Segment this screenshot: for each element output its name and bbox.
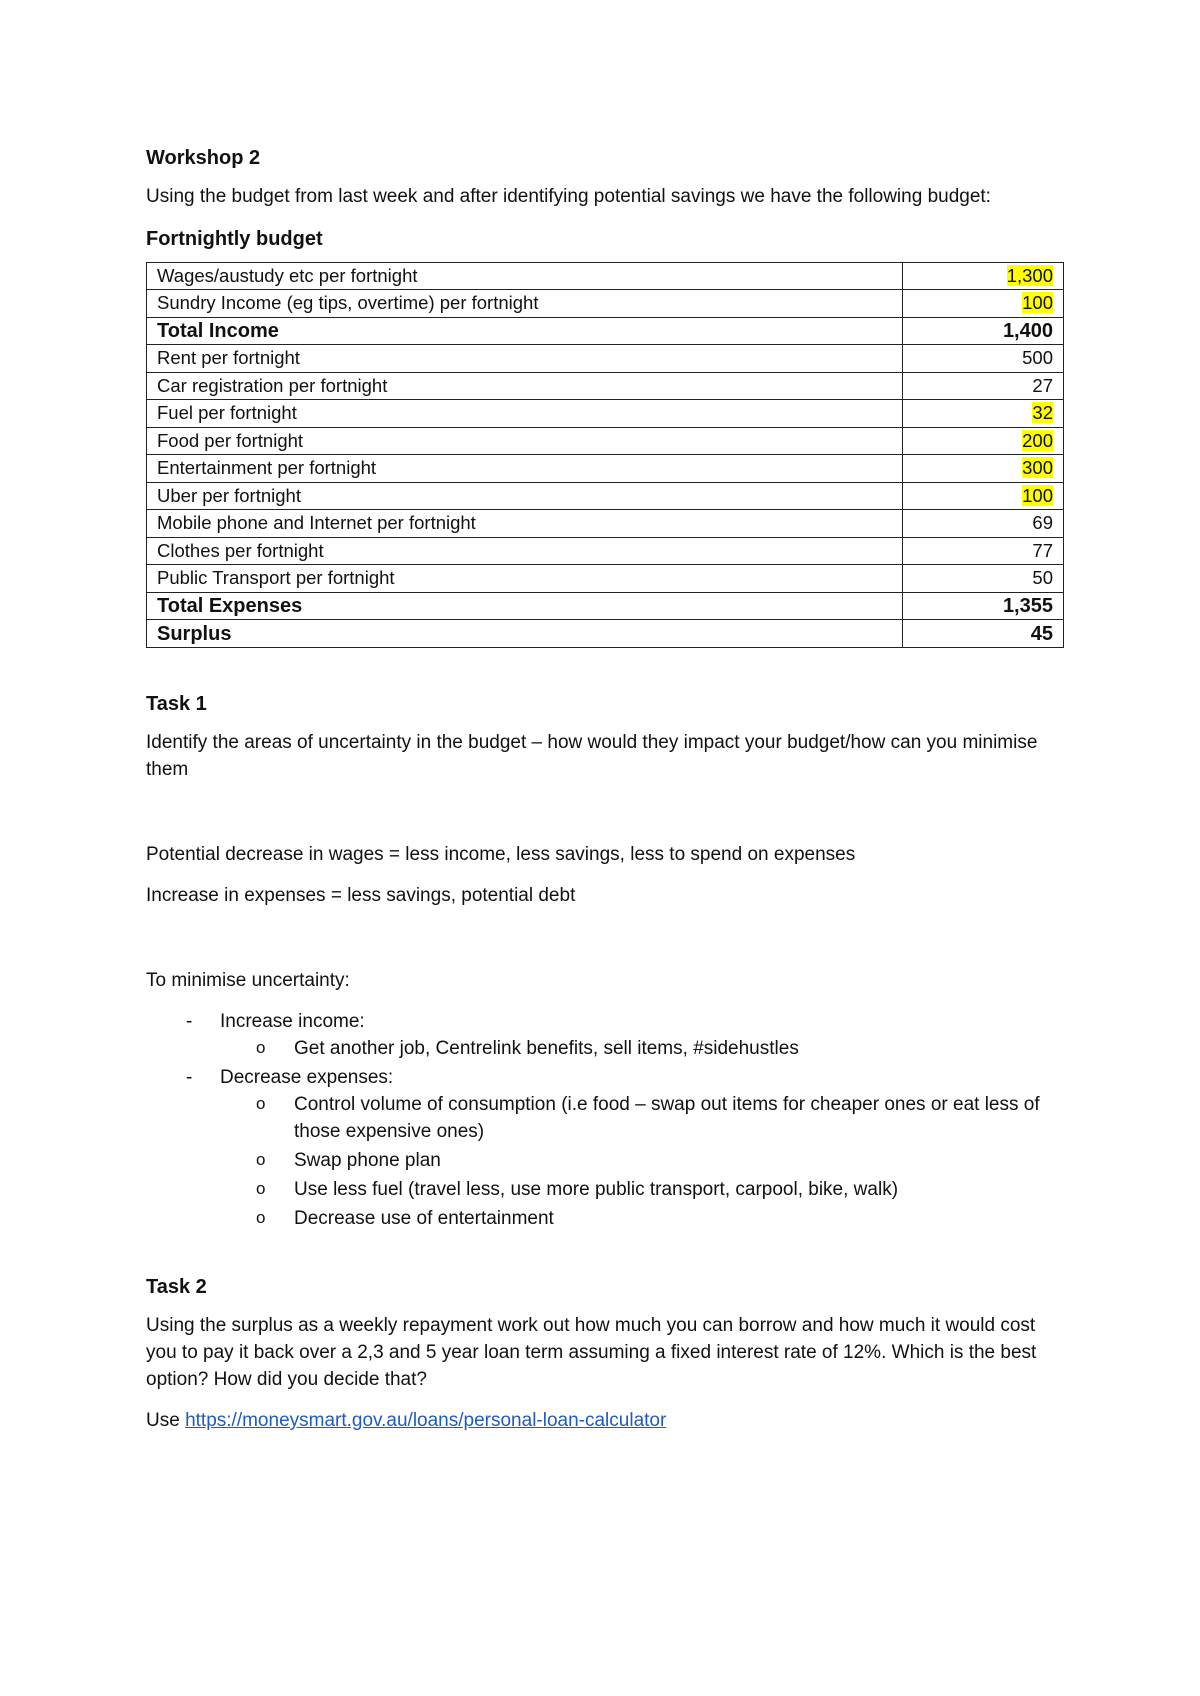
row-label: Total Income	[147, 317, 903, 345]
task2-heading: Task 2	[146, 1275, 207, 1298]
table-row	[147, 372, 1064, 400]
row-amount	[903, 400, 1064, 428]
table-row	[147, 537, 1064, 565]
sub-list-item	[220, 1177, 1066, 1204]
row-amount: 77	[903, 537, 1064, 565]
group-label: Increase income:	[220, 1010, 365, 1032]
row-label: Clothes per fortnight	[147, 537, 903, 565]
sub-list	[220, 1036, 1066, 1063]
circle-bullet: o	[256, 1178, 266, 1198]
row-amount: 50	[903, 565, 1064, 593]
task1-prompt: Identify the areas of uncertainty in the budget – how would they impact your budget/how can you minimise them	[146, 732, 1038, 781]
row-label: Total Expenses	[147, 592, 903, 620]
sub-list-item	[220, 1036, 1066, 1063]
highlighted-value: 32	[1032, 402, 1053, 424]
dash-bullet: -	[186, 1066, 193, 1088]
table-row	[147, 317, 1064, 345]
sub-list-item	[220, 1148, 1066, 1175]
row-amount	[903, 455, 1064, 483]
dash-bullet: -	[186, 1010, 193, 1032]
row-amount: 1,400	[903, 317, 1064, 345]
sub-list-item	[220, 1092, 1066, 1146]
row-label: Rent per fortnight	[147, 345, 903, 373]
list-item-decrease-expenses	[146, 1065, 1066, 1233]
row-amount: 500	[903, 345, 1064, 373]
task1-heading: Task 1	[146, 692, 207, 715]
row-amount	[903, 262, 1064, 290]
row-amount	[903, 290, 1064, 318]
sub-list	[220, 1092, 1066, 1233]
table-row	[147, 400, 1064, 428]
row-amount	[903, 427, 1064, 455]
row-label: Food per fortnight	[147, 427, 903, 455]
table-row	[147, 345, 1064, 373]
budget-heading: Fortnightly budget	[146, 228, 323, 251]
table-row	[147, 290, 1064, 318]
table-row	[147, 427, 1064, 455]
use-label: Use	[146, 1410, 180, 1432]
circle-bullet: o	[256, 1207, 266, 1227]
row-label: Sundry Income (eg tips, overtime) per fortnight	[147, 290, 903, 318]
table-row	[147, 455, 1064, 483]
spacer	[146, 798, 1066, 842]
sub-list-item	[220, 1206, 1066, 1233]
document-title: Workshop 2	[146, 147, 261, 169]
row-amount: 1,355	[903, 592, 1064, 620]
highlighted-value: 1,300	[1006, 264, 1053, 286]
highlighted-value: 100	[1022, 292, 1053, 314]
row-amount: 45	[903, 620, 1064, 648]
spacer	[146, 924, 1066, 968]
row-label: Uber per fortnight	[147, 482, 903, 510]
sub-item-text: Decrease use of entertainment	[294, 1207, 554, 1229]
list-item-increase-income	[146, 1009, 1066, 1063]
row-amount	[903, 482, 1064, 510]
circle-bullet: o	[256, 1037, 266, 1057]
row-label: Entertainment per fortnight	[147, 455, 903, 483]
row-label: Public Transport per fortnight	[147, 565, 903, 593]
sub-item-text: Use less fuel (travel less, use more public transport, carpool, bike, walk)	[294, 1178, 899, 1200]
highlighted-value: 300	[1022, 457, 1053, 479]
row-label: Fuel per fortnight	[147, 400, 903, 428]
circle-bullet: o	[256, 1149, 266, 1169]
row-amount: 69	[903, 510, 1064, 538]
circle-bullet: o	[256, 1093, 266, 1113]
use-line	[146, 1408, 1066, 1435]
table-row	[147, 510, 1064, 538]
task1-answer-wages: Potential decrease in wages = less income, less savings, less to spend on expenses	[146, 844, 856, 866]
row-label: Car registration per fortnight	[147, 372, 903, 400]
minimise-list	[146, 1009, 1066, 1233]
highlighted-value: 100	[1022, 484, 1053, 506]
intro-paragraph: Using the budget from last week and after identifying potential savings we have the following budget:	[146, 186, 991, 208]
group-label: Decrease expenses:	[220, 1066, 394, 1088]
sub-item-text: Swap phone plan	[294, 1149, 441, 1171]
row-label: Mobile phone and Internet per fortnight	[147, 510, 903, 538]
task1-answer-expenses: Increase in expenses = less savings, potential debt	[146, 885, 576, 907]
sub-item-text: Control volume of consumption (i.e food – swap out items for cheaper ones or eat less of those expensive ones)	[294, 1093, 1040, 1142]
sub-item-text: Get another job, Centrelink benefits, sell items, #sidehustles	[294, 1037, 799, 1059]
task2-prompt: Using the surplus as a weekly repayment work out how much you can borrow and how much it would cost you to pay it back over a 2,3 and 5 year loan term assuming a fixed interest rate of 12%. Which is the best option? How did you decide that?	[146, 1315, 1037, 1391]
minimise-label: To minimise uncertainty:	[146, 970, 350, 992]
table-row	[147, 482, 1064, 510]
table-row	[147, 262, 1064, 290]
budget-table	[146, 262, 1064, 648]
calculator-link[interactable]: https://moneysmart.gov.au/loans/personal-loan-calculator	[185, 1410, 667, 1432]
document-page	[146, 144, 1066, 1449]
table-row	[147, 592, 1064, 620]
row-amount: 27	[903, 372, 1064, 400]
row-label: Surplus	[147, 620, 903, 648]
highlighted-value: 200	[1022, 429, 1053, 451]
row-label: Wages/austudy etc per fortnight	[147, 262, 903, 290]
table-row	[147, 565, 1064, 593]
table-row	[147, 620, 1064, 648]
